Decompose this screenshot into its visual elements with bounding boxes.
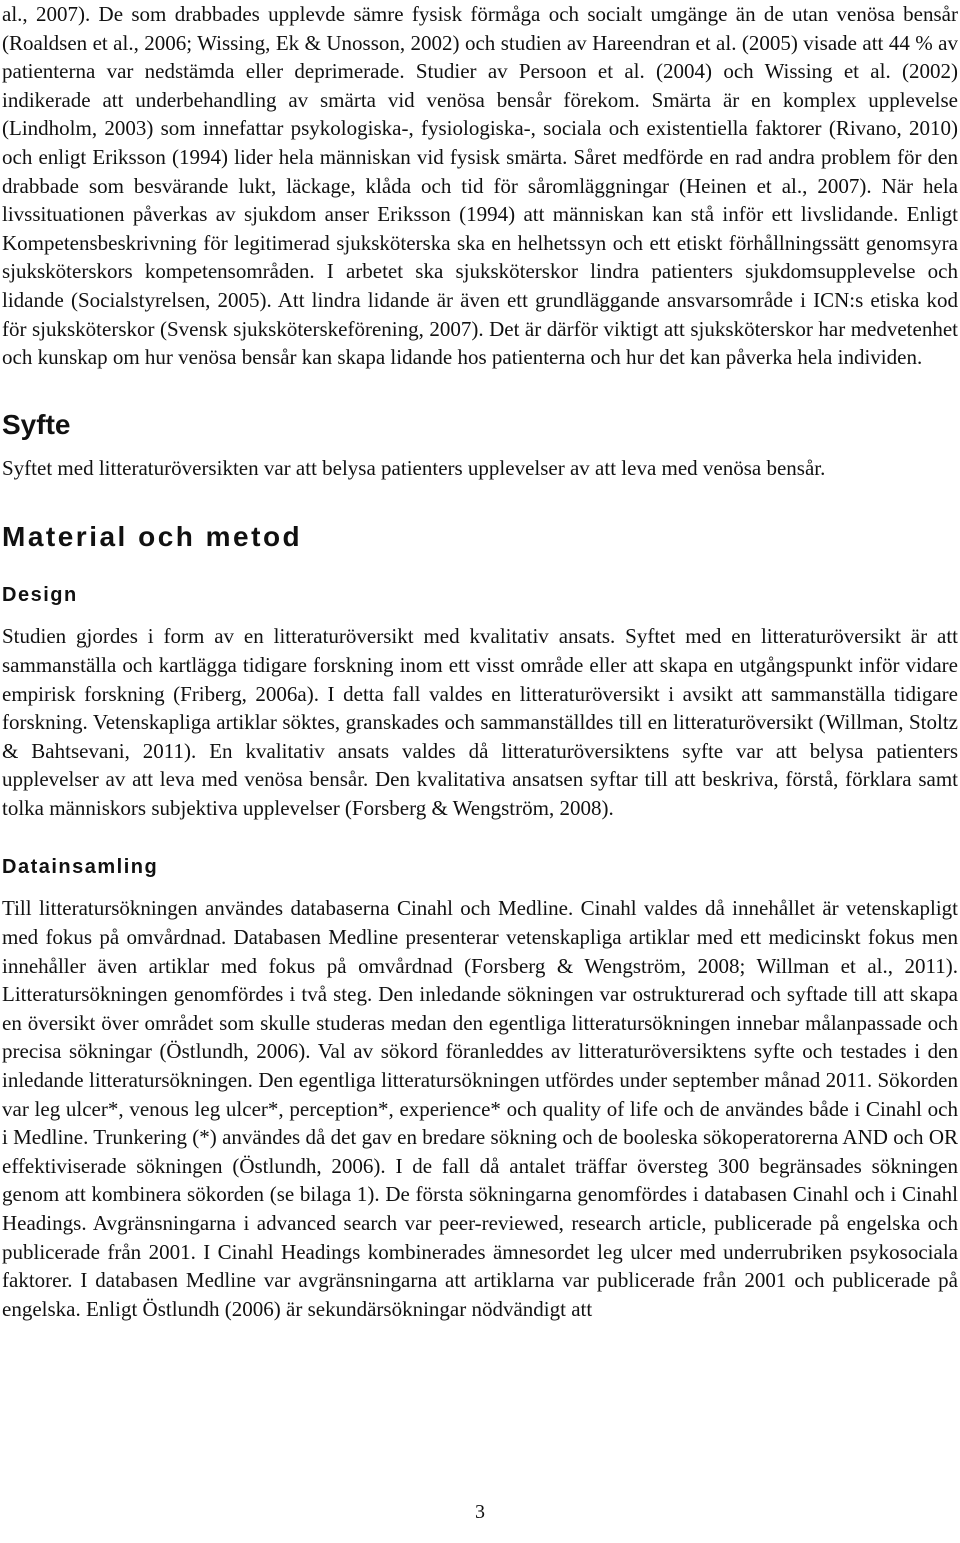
intro-paragraph: al., 2007). De som drabbades upplevde sämre fysisk förmåga och socialt umgänge än de utan venösa bensår (Roaldsen et al., 2006; Wissing, Ek & Unosson, 2002) och studien av Hareendran et al. (2005) visade att 44 % av patienterna var nedstämda eller deprimerade. Studier av Persoon et al. (2004) och Wissing et al. (2002) indikerade att underbehandling av smärta vid venösa bensår förekom. Smärta är en komplex upplevelse (Lindholm, 2003) som innefattar psykologiska-, fysiologiska-, sociala och existentiella faktorer (Rivano, 2010) och enligt Eriksson (1994) lider hela människan vid fysisk smärta. Såret medförde en rad andra problem för den drabbade som besvärande lukt, läckage, klåda och tid för såromläggningar (Heinen et al., 2007). När hela livssituationen påverkas av sjukdom anser Eriksson (1994) att människan kan stå inför ett livslidande. Enligt Kompetensbeskrivning för legitimerad sjuksköterska ska en helhetssyn och ett etiskt förhållningssätt genomsyra sjuksköterskors kompetensområden. I arbetet ska sjuksköterskor lindra patienters sjukdomsupplevelse och lidande (Socialstyrelsen, 2005). Att lindra lidande är även ett grundläggande ansvarsområde i ICN:s etiska kod för sjuksköterskor (Svensk sjuksköterskeförening, 2007). Det är därför viktigt att sjuksköterskor har medvetenhet och kunskap om hur venösa bensår kan skapa lidande hos patienterna och hur det kan påverka hela individen. [2, 2, 958, 370]
design-heading: Design [2, 584, 78, 607]
syfte-heading: Syfte [2, 408, 71, 440]
page-number: 3 [475, 1501, 485, 1523]
material-och-metod-heading: Material och metod [2, 521, 303, 553]
design-paragraph: Studien gjordes i form av en litteraturöversikt med kvalitativ ansats. Syftet med en litteraturöversikt är att sammanställa och kartlägga tidigare forskning inom ett visst område eller att skapa en utgångspunkt inför vidare empirisk forskning (Friberg, 2006a). I detta fall valdes en litteraturöversikt i avsikt att sammanställa tidigare forskning. Vetenskapliga artiklar söktes, granskades och sammanställdes till en litteraturöversikt (Willman, Stoltz & Bahtsevani, 2011). En kvalitativ ansats valdes då litteraturöversiktens syfte var att belysa patienters upplevelser av att leva med venösa bensår. Den kvalitativa ansatsen syftar till att beskriva, förstå, förklara samt tolka människors subjektiva upplevelser (Forsberg & Wengström, 2008). [2, 624, 958, 820]
syfte-paragraph: Syftet med litteraturöversikten var att belysa patienters upplevelser av att leva med venösa bensår. [2, 455, 826, 480]
datainsamling-paragraph: Till litteratursökningen användes databaserna Cinahl och Medline. Cinahl valdes då innehållet är vetenskapligt med fokus på omvårdnad. Databasen Medline presenterar vetenskapliga artiklar med ett medicinskt fokus men innehåller även artiklar med fokus på omvårdnad (Forsberg & Wengström, 2008; Willman et al., 2011). Litteratursökningen genomfördes i två steg. Den inledande sökningen var ostrukturerad och syftade till att skapa en översikt över området som skulle studeras medan den egentliga litteratursökningen innebar målanpassade och precisa sökningar (Östlundh, 2006). Val av sökord föranleddes av litteraturöversiktens syfte och testades i den inledande litteratursökningen. Den egentliga litteratursökningen utfördes under september månad 2011. Sökorden var leg ulcer*, venous leg ulcer*, perception*, experience* och quality of life och de användes både i Cinahl och i Medline. Trunkering (*) användes då det gav en bredare sökning och de booleska sökoperatorerna AND och OR effektiviserade sökningen (Östlundh, 2006). I de fall då antalet träffar översteg 300 begränsades sökningen genom att kombinera sökorden (se bilaga 1). De första sökningarna genomfördes i databasen Cinahl och i Cinahl Headings. Avgränsningarna i advanced search var peer-reviewed, research article, publicerade på engelska och publicerade från 2001. I Cinahl Headings kombinerades ämnesordet leg ulcer med underrubriken psykosociala faktorer. I databasen Medline var avgränsningarna att artiklarna var publicerade från 2001 och publicerade på engelska. Enligt Östlundh (2006) är sekundärsökningar nödvändigt att [2, 896, 958, 1321]
datainsamling-heading: Datainsamling [2, 856, 159, 879]
